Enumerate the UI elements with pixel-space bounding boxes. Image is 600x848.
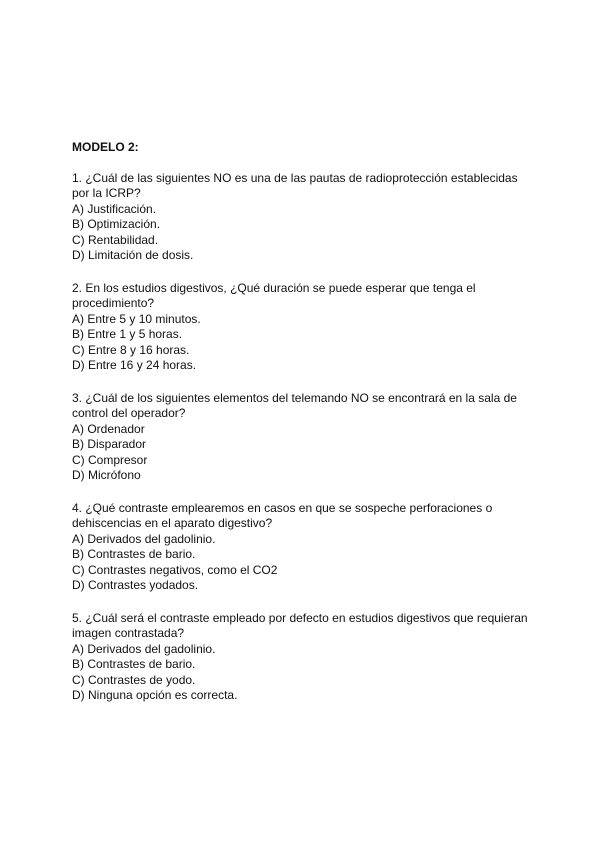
option-b: B) Contrastes de bario. bbox=[72, 657, 196, 671]
option-c: C) Contrastes de yodo. bbox=[72, 672, 196, 687]
option-b: B) Contrastes de bario. bbox=[72, 547, 196, 561]
question-text: 3. ¿Cuál de los siguientes elementos del telemando NO se encontrará en la sala de control del operador? bbox=[72, 390, 517, 420]
option-c: C) Compresor bbox=[72, 452, 148, 467]
question-text: 2. En los estudios digestivos, ¿Qué duración se puede esperar que tenga el procedimiento? bbox=[72, 280, 476, 310]
option-list bbox=[72, 312, 532, 374]
option-a: A) Ordenador bbox=[72, 421, 145, 436]
question-3 bbox=[72, 391, 532, 484]
exam-page bbox=[72, 140, 532, 721]
option-d: D) Contrastes yodados. bbox=[72, 578, 199, 592]
option-d: D) Ninguna opción es correcta. bbox=[72, 688, 238, 702]
question-text: 1. ¿Cuál de las siguientes NO es una de las pautas de radioprotección establecidas por la ICRP? bbox=[72, 170, 518, 200]
option-a: A) Derivados del gadolinio. bbox=[72, 531, 216, 546]
question-text: 4. ¿Qué contraste emplearemos en casos en que se sospeche perforaciones o dehiscencias en el aparato digestivo? bbox=[72, 500, 493, 530]
option-list bbox=[72, 642, 532, 704]
option-b: B) Disparador bbox=[72, 437, 147, 451]
option-a: A) Justificación. bbox=[72, 201, 157, 216]
option-list bbox=[72, 422, 532, 484]
option-b: B) Entre 1 y 5 horas. bbox=[72, 327, 183, 341]
option-list bbox=[72, 532, 532, 594]
option-d: D) Entre 16 y 24 horas. bbox=[72, 358, 197, 372]
option-b: B) Optimización. bbox=[72, 217, 161, 231]
option-c: C) Rentabilidad. bbox=[72, 232, 159, 247]
question-5 bbox=[72, 611, 532, 704]
option-a: A) Entre 5 y 10 minutos. bbox=[72, 311, 201, 326]
option-d: D) Micrófono bbox=[72, 468, 141, 482]
option-list bbox=[72, 202, 532, 264]
question-text: 5. ¿Cuál será el contraste empleado por defecto en estudios digestivos que requieran imagen contrastada? bbox=[72, 610, 528, 640]
question-4 bbox=[72, 501, 532, 594]
question-2 bbox=[72, 281, 532, 374]
option-d: D) Limitación de dosis. bbox=[72, 248, 194, 262]
option-c: C) Entre 8 y 16 horas. bbox=[72, 342, 190, 357]
option-a: A) Derivados del gadolinio. bbox=[72, 641, 216, 656]
question-1 bbox=[72, 171, 532, 264]
document-title: MODELO 2: bbox=[72, 140, 139, 154]
option-c: C) Contrastes negativos, como el CO2 bbox=[72, 562, 278, 577]
